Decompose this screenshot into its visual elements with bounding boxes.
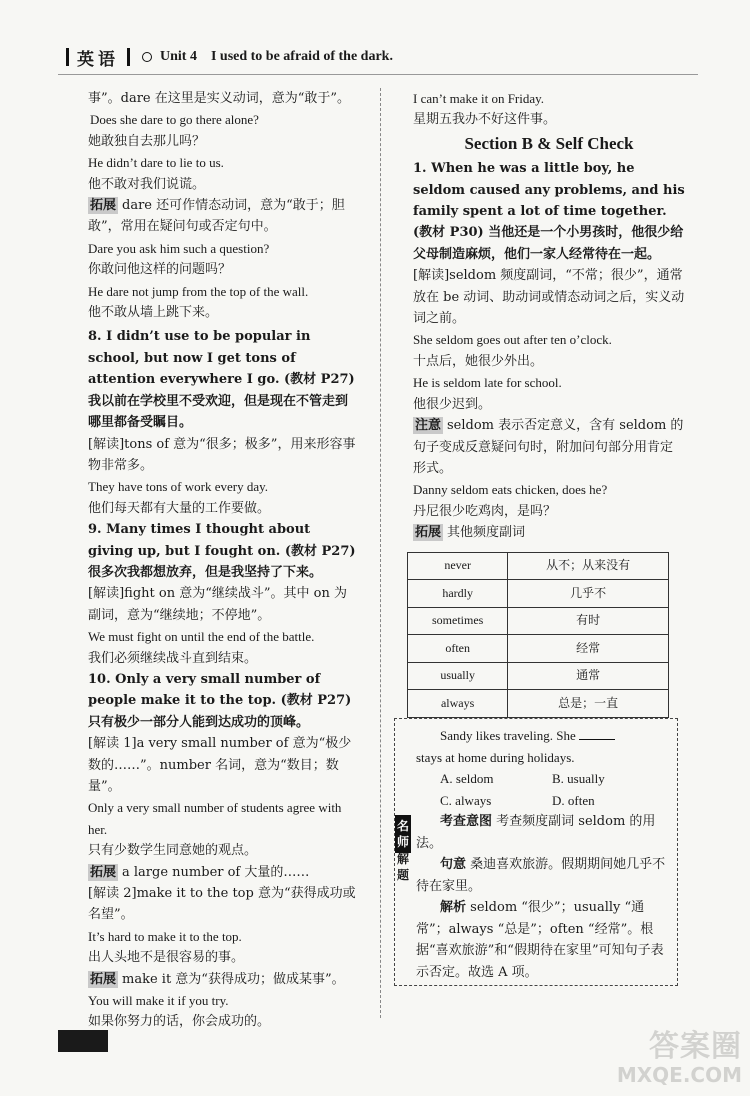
header-unit: Unit 4	[160, 49, 197, 64]
options-row	[416, 790, 672, 812]
example-en: We must fight on until the end of the battle.	[88, 629, 315, 645]
section-item-1-heading: 1. When he was a little boy, he seldom caused any problems, and his family spent a lot of time together. (教材 P30) 当他还是一个小男孩时，他很少给父母制造麻烦，他们一家人经常待在一起。	[413, 161, 685, 262]
item-10-heading: 10. Only a very small number of people make it to the top. (教材 P27) 只有极少一部分人能到达成功的顶峰。	[88, 671, 352, 730]
table-row	[408, 662, 669, 690]
table-cell: 经常	[508, 635, 669, 663]
example-en: Only a very small number of students agree with her.	[88, 800, 342, 837]
example-en: Danny seldom eats chicken, does he?	[413, 482, 608, 498]
extension-note: 拓展 dare 还可作情态动词，意为“敢于；胆敢”，常用在疑问句或否定句中。	[88, 198, 345, 235]
option-c: C. always	[440, 792, 492, 808]
solution-label: 解题	[396, 852, 409, 882]
example-en: He is seldom late for school.	[413, 375, 562, 391]
table-row	[408, 635, 669, 663]
intent-line: 考查意图 考查频度副词 seldom 的用法。	[416, 814, 656, 851]
answer-blank	[579, 727, 615, 740]
frequency-adverb-table	[407, 552, 669, 718]
example-en: She seldom goes out after ten o’clock.	[413, 332, 612, 348]
page-number-block	[58, 1030, 108, 1052]
item-10-note-2: [解读 2]make it to the top 意为“获得成功或名望”。	[88, 886, 356, 923]
example-zh: 十点后，她很少外出。	[413, 353, 544, 369]
item-8-heading: 8. I didn’t use to be popular in school, but now I get tons of attention everywhere I go. (教材 P27) 我以前在学校里不受欢迎，但是现在不管走到哪里都备受瞩目。	[88, 329, 355, 431]
extension-note: 拓展 make it 意为“获得成功；做成某事”。	[90, 971, 345, 987]
example-zh: 他很少迟到。	[413, 396, 492, 412]
item-8-note: [解读]tons of 意为“很多；极多”，用来形容事物非常多。	[88, 436, 356, 473]
table-row	[408, 690, 669, 718]
option-b: B. usually	[552, 771, 605, 786]
right-column	[413, 88, 685, 726]
table-cell: hardly	[408, 580, 508, 608]
example-zh: 只有少数学生同意她的观点。	[88, 843, 258, 859]
text-line: 事”。dare 在这里是实义动词，意为“敢于”。	[88, 91, 351, 106]
example-zh: 出人头地不是很容易的事。	[88, 950, 245, 966]
watermark-url: MXQE.COM	[616, 1063, 742, 1087]
example-zh: 她敢独自去那儿吗？	[88, 133, 206, 149]
example-en: Does she dare to go there alone?	[90, 112, 259, 128]
table-cell: never	[408, 552, 508, 580]
page-header	[58, 40, 698, 75]
header-bar	[127, 48, 130, 66]
left-column	[88, 88, 358, 1033]
meaning-line: 句意 桑迪喜欢旅游。假期期间她几乎不待在家里。	[416, 857, 666, 894]
option-a: A. seldom	[440, 771, 494, 786]
example-zh: 如果你努力的话，你会成功的。	[88, 1014, 271, 1030]
tag-extension: 拓展	[90, 198, 117, 214]
option-d: D. often	[552, 792, 595, 808]
table-cell: 从不；从来没有	[508, 552, 669, 580]
extension-note: 拓展 其他频度副词	[415, 525, 526, 541]
item-note: [解读]seldom 频度副词，“不常；很少”，通常放在 be 动词、助动词或情态动词之后，实义动词之前。	[413, 268, 685, 327]
example-zh: 他不敢对我们说谎。	[88, 176, 206, 192]
table-row	[408, 580, 669, 608]
watermark-logo: 答案圈	[649, 1029, 742, 1064]
example-zh: 你敢问他这样的问题吗？	[88, 262, 232, 278]
table-cell: often	[408, 635, 508, 663]
table-row	[408, 552, 669, 580]
example-zh: 他不敢从墙上跳下来。	[88, 305, 219, 321]
example-en: Dare you ask him such a question?	[88, 240, 270, 256]
table-cell: sometimes	[408, 607, 508, 635]
header-bar	[66, 48, 69, 66]
header-subject: 英语	[77, 49, 119, 70]
item-10-note-1: [解读 1]a very small number of 意为“极少数的……”。number 名词，意为“数目；数量”。	[88, 736, 352, 794]
extension-note: 拓展 a large number of 大量的……	[90, 864, 310, 880]
example-en: He didn’t dare to lie to us.	[88, 155, 224, 171]
table-row	[408, 607, 669, 635]
example-zh: 我们必须继续战斗直到结束。	[88, 650, 258, 666]
section-title: Section B & Self Check	[464, 133, 634, 153]
attention-note: 注意 seldom 表示否定意义，含有 seldom 的句子变成反意疑问句时，附加问句部分用肯定形式。	[413, 418, 684, 476]
example-en: You will make it if you try.	[88, 993, 229, 1009]
item-9-heading: 9. Many times I thought about giving up, but I fought on. (教材 P27) 很多次我都想放弃，但是我坚持了下来。	[88, 522, 356, 580]
exercise-body	[416, 725, 672, 983]
header-title: I used to be afraid of the dark.	[210, 49, 393, 64]
question-line: Sandy likes traveling. She	[416, 725, 672, 747]
table-cell: 总是；一直	[508, 690, 669, 718]
table-cell: usually	[408, 662, 508, 690]
teacher-label: 名师	[395, 815, 411, 853]
question-line: stays at home during holidays.	[416, 749, 575, 765]
watermark	[602, 1030, 742, 1090]
table-cell: always	[408, 690, 508, 718]
example-en: I can’t make it on Friday.	[413, 91, 545, 106]
column-divider	[380, 88, 381, 1018]
table-cell: 几乎不	[508, 580, 669, 608]
circle-icon	[142, 52, 152, 62]
table-cell: 有时	[508, 607, 669, 635]
item-9-note: [解读]fight on 意为“继续战斗”。其中 on 为副词，意为“继续地；不停地”。	[88, 586, 347, 623]
options-row	[416, 768, 672, 790]
analysis-line: 解析 seldom “很少”；usually “通常”；always “总是”；often “经常”。根据“喜欢旅游”和“假期待在家里”可知句子表示否定。故选 A 项。	[416, 900, 664, 980]
example-zh: 他们每天都有大量的工作要做。	[88, 500, 271, 516]
table-cell: 通常	[508, 662, 669, 690]
example-en: It’s hard to make it to the top.	[88, 928, 242, 944]
exercise-box	[394, 718, 678, 986]
example-en: They have tons of work every day.	[88, 479, 269, 495]
example-zh: 星期五我办不好这件事。	[413, 112, 557, 128]
example-en: He dare not jump from the top of the wall.	[88, 283, 309, 299]
example-zh: 丹尼很少吃鸡肉，是吗？	[413, 503, 557, 519]
